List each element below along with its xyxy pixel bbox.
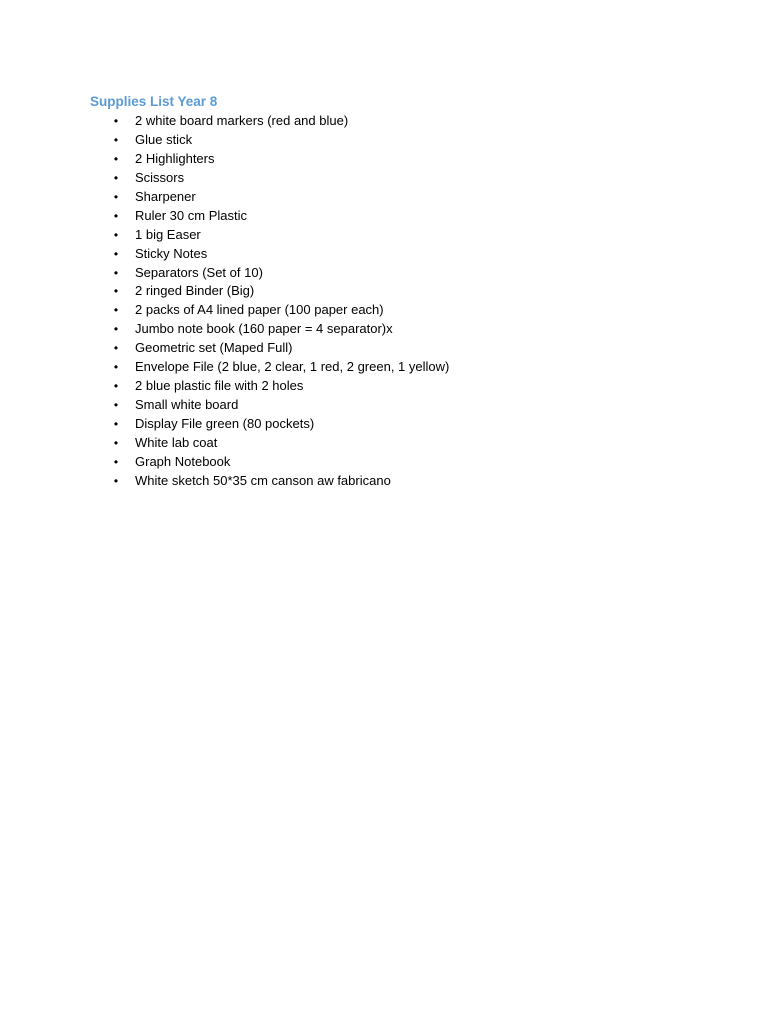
list-item-text: 1 big Easer [135, 226, 201, 242]
list-item-text: Glue stick [135, 131, 193, 147]
bullet-icon: • [113, 322, 119, 337]
bullet-icon: • [113, 379, 119, 394]
list-item-text: Sticky Notes [135, 245, 208, 261]
bullet-icon: • [113, 473, 119, 488]
list-item-text: Scissors [135, 169, 185, 185]
bullet-icon: • [113, 170, 119, 185]
list-item-text: White lab coat [135, 434, 218, 450]
list-item-text: Graph Notebook [135, 453, 231, 469]
list-item-text: Small white board [135, 397, 239, 413]
list-item-text: Ruler 30 cm Plastic [135, 207, 247, 223]
bullet-icon: • [113, 265, 119, 280]
bullet-icon: • [113, 303, 119, 318]
bullet-icon: • [113, 454, 119, 469]
bullet-icon: • [113, 417, 119, 431]
bullet-icon: • [113, 246, 119, 261]
bullet-icon: • [113, 208, 119, 223]
list-item-text: White sketch 50*35 cm canson aw fabricano [135, 472, 391, 488]
bullet-icon: • [113, 435, 119, 450]
list-item-text: 2 blue plastic file with 2 holes [135, 378, 304, 394]
list-item-text: Jumbo note book (160 paper = 4 separator)x [135, 321, 393, 337]
list-item-text: 2 packs of A4 lined paper (100 paper each) [135, 302, 384, 318]
page-title: Supplies List Year 8 [90, 94, 218, 109]
list-item-text: Sharpener [135, 188, 196, 204]
list-item-text: 2 ringed Binder (Big) [135, 283, 255, 299]
bullet-icon: • [113, 284, 119, 299]
list-item-text: Separators (Set of 10) [135, 264, 263, 280]
bullet-icon: • [113, 189, 119, 204]
bullet-icon: • [113, 227, 119, 242]
list-item-text: Envelope File (2 blue, 2 clear, 1 red, 2 green, 1 yellow) [135, 359, 450, 375]
bullet-icon: • [113, 341, 119, 356]
bullet-icon: • [113, 132, 119, 147]
list-item-text: Display File green (80 pockets) [135, 416, 315, 431]
list-item-text: Geometric set (Maped Full) [135, 340, 293, 356]
bullet-icon: • [113, 114, 119, 128]
bullet-icon: • [113, 151, 119, 166]
bullet-icon: • [113, 398, 119, 413]
bullet-icon: • [113, 360, 119, 375]
list-item-text: 2 white board markers (red and blue) [135, 113, 349, 128]
list-item-text: 2 Highlighters [135, 150, 215, 166]
